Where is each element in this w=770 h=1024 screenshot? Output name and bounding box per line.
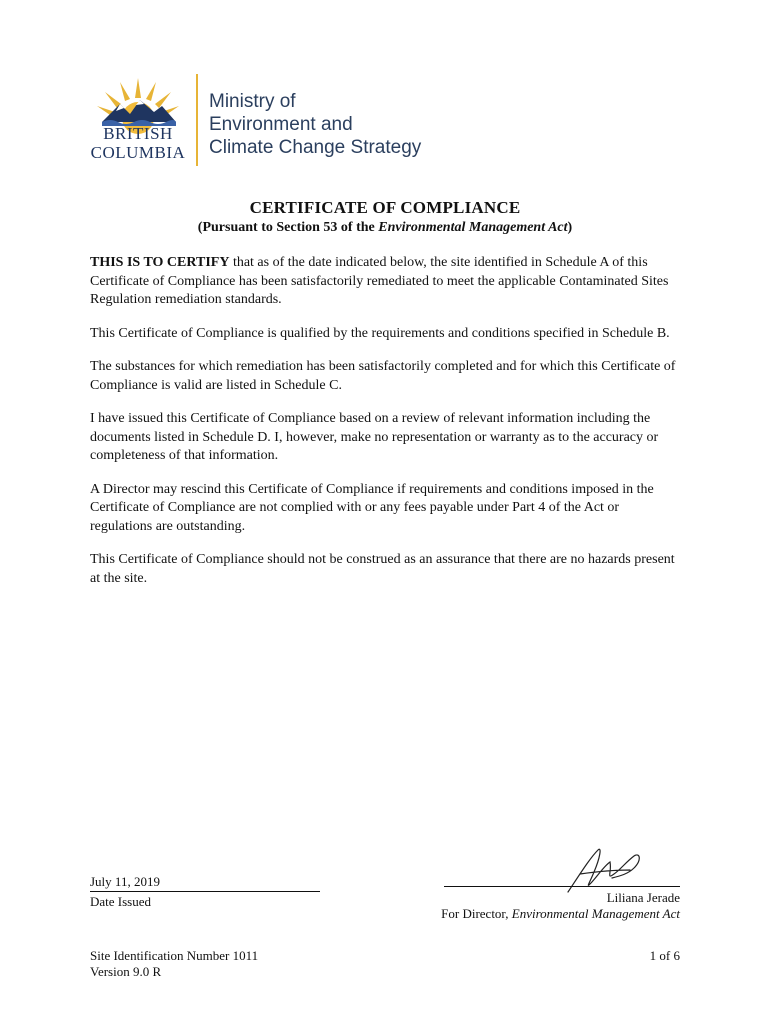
subtitle-suffix: ) <box>567 220 573 235</box>
subtitle-prefix: (Pursuant to Section 53 of the <box>197 220 379 235</box>
signatory-title <box>441 906 680 922</box>
site-identification-number: Site Identification Number 1011 <box>90 948 259 963</box>
ministry-name <box>209 90 439 159</box>
page-number: 1 of 6 <box>649 948 680 963</box>
paragraph-schedule-b: This Certificate of Compliance is qualified by the requirements and conditions specified in Schedule B. <box>90 325 670 341</box>
ministry-line-2: Environment and <box>209 114 353 135</box>
province-line-2: COLUMBIA <box>90 143 186 162</box>
certificate-body <box>90 254 682 603</box>
ministry-logo <box>88 68 428 168</box>
paragraph-schedule-c: The substances for which remediation has been satisfactorily completed and for which this Certificate of Compliance is valid are listed in Schedule C. <box>90 359 676 393</box>
handwritten-signature-icon <box>550 844 650 896</box>
province-name <box>88 124 188 162</box>
certify-lead: THIS IS TO CERTIFY <box>90 255 230 270</box>
province-line-1: BRITISH <box>103 124 173 143</box>
paragraph-schedule-d: I have issued this Certificate of Compliance based on a review of relevant information including the documents listed in Schedule D. I, however, make no representation or warranty as to the accuracy or completeness of that information. <box>90 411 659 463</box>
document-subtitle <box>0 220 770 236</box>
date-issued-label: Date Issued <box>90 894 152 909</box>
document-title: CERTIFICATE OF COMPLIANCE <box>249 198 521 217</box>
date-issued-block <box>90 874 320 910</box>
signatory-name: Liliana Jerade <box>606 890 680 905</box>
date-issued-value: July 11, 2019 <box>90 874 320 892</box>
signature-line <box>444 886 680 887</box>
certify-text: that as of the date indicated below, the site identified in Schedule A of this Certificate of Compliance has been satisfactorily remediated to meet the applicable Contaminated Sites Regulation remediation standards. <box>90 255 669 307</box>
logo-divider <box>196 74 198 166</box>
paragraph-no-assurance: This Certificate of Compliance should not be construed as an assurance that there are no hazards present at the site. <box>90 552 675 586</box>
footer-site-info <box>90 948 258 980</box>
document-version: Version 9.0 R <box>90 964 162 979</box>
signatory-title-act: Environmental Management Act <box>511 906 680 921</box>
ministry-line-3: Climate Change Strategy <box>209 137 422 158</box>
paragraph-rescind: A Director may rescind this Certificate of Compliance if requirements and conditions imposed in the Certificate of Compliance are not complied with or any fees payable under Part 4 of the Act or regulations are outstanding. <box>90 481 654 534</box>
ministry-line-1: Ministry of <box>209 91 296 112</box>
paragraph-certify <box>90 254 682 310</box>
subtitle-act: Environmental Management Act <box>378 220 568 235</box>
signatory-title-prefix: For Director, <box>441 906 512 921</box>
